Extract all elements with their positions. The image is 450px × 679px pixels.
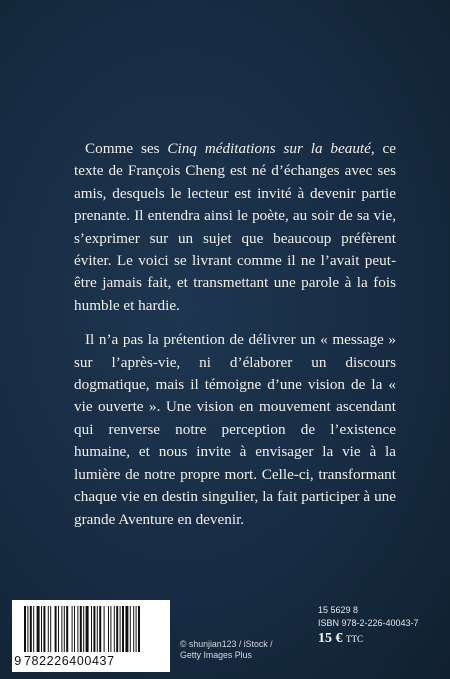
photo-credit <box>180 639 300 661</box>
isbn-number: ISBN 978-2-226-40043-7 <box>318 618 419 628</box>
blurb-text: , ce texte de François Cheng est né d’échanges avec ses amis, desquels le lecteur est invité à devenir partie prenante. Il entendra ainsi le poète, au soir de sa vie, s’exprimer sur un sujet que beaucoup préfèrent éviter. Le voici se livrant comme il ne l’avait peut-être jamais fait, et transmettant une parole à la fois humble et hardie. <box>74 140 397 314</box>
price <box>318 632 446 646</box>
barcode-digits <box>12 654 170 668</box>
barcode-lead-digit: 9 <box>14 654 22 668</box>
blurb-paragraph-1 <box>74 138 396 317</box>
isbn-price-block <box>318 604 446 646</box>
barcode-number: 782226400437 <box>24 654 115 668</box>
back-cover-blurb <box>74 138 396 543</box>
blurb-paragraph-2: Il n’a pas la prétention de délivrer un « message » sur l’après-vie, ni d’élaborer un discours dogmatique, mais il témoigne d’une vision de la « vie ouverte ». Une vision en mouvement ascendant qui renverse notre perception de l’existence humaine, et nous invite à envisager la vie à la lumière de notre propre mort. Celle-ci, transformant chaque vie en destin singulier, la fait participer à une grande Aventure en devenir. <box>74 331 396 528</box>
edition-code: 15 5629 8 <box>318 605 359 615</box>
price-suffix: TTC <box>346 634 363 644</box>
credit-line-2: Getty Images Plus <box>180 650 252 660</box>
barcode <box>12 600 170 672</box>
book-title-reference: Cinq méditations sur la beauté <box>167 140 371 157</box>
credit-line-1: © shunjian123 / iStock / <box>180 639 273 649</box>
blurb-text: Comme ses <box>85 140 168 157</box>
price-value: 15 € <box>318 631 343 646</box>
barcode-bars <box>24 606 162 654</box>
